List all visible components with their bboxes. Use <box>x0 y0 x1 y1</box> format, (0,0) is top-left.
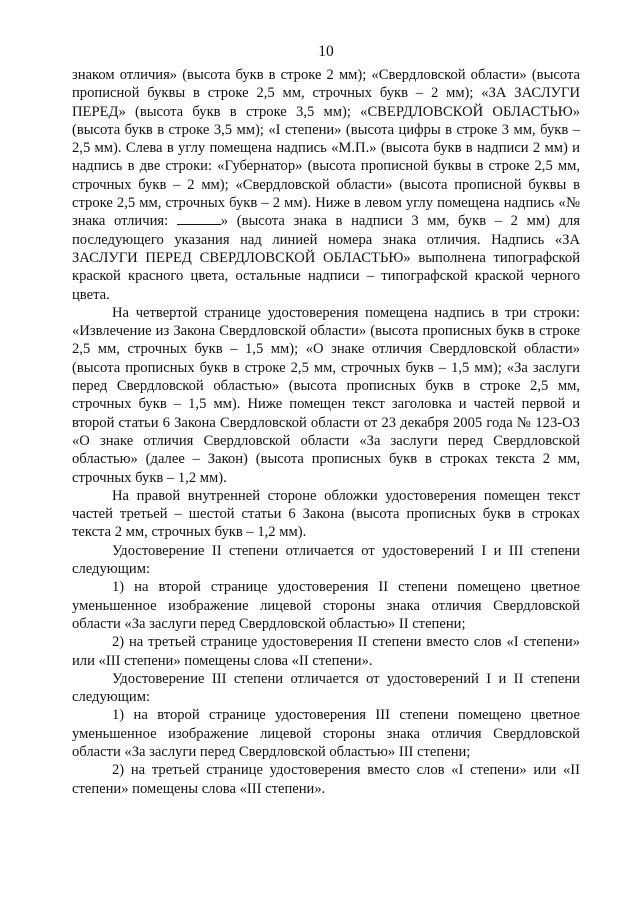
page-number: 10 <box>318 43 334 60</box>
paragraph-degree-2-item-1: 1) на второй странице удостоверения II степени помещено цветное уменьшенное изображение лицевой стороны знака отличия Свердловской области «За заслуги перед Свердловской областью» II степени; <box>72 579 580 632</box>
paragraph-degree-3-item-2: 2) на третьей странице удостоверения вместо слов «I степени» или «II степени» помещены слова «III степени». <box>72 762 580 797</box>
paragraph-text: знаком отличия» (высота букв в строке 2 мм); «Свердловской области» (высота прописной буквы в строке 2,5 мм, строчных букв – 2 мм); «ЗА ЗАСЛУГИ ПЕРЕД» (высота букв в строке 3,5 мм); «СВЕРДЛОВСКОЙ ОБЛАСТЬЮ» (высота букв в строке 3,5 мм); «I степени» (высота цифры в строке 3 мм, букв – 2,5 мм). Слева в углу помещена надпись «М.П.» (высота букв в надписи 2 мм) и надпись в две строки: «Губернатор» (высота прописной буквы в строке 2,5 мм, строчных букв – 2 мм); «Свердловской области» (высота прописной буквы в строке 2,5 мм, строчных букв – 2 мм). Ниже в левом углу помещена надпись «№ знака отличия: <box>72 67 580 230</box>
paragraph-badge-inscriptions <box>72 66 580 304</box>
paragraph-degree-2-item-2: 2) на третьей странице удостоверения II степени вместо слов «I степени» или «III степени» помещены слова «II степени». <box>72 634 580 669</box>
paragraph-inner-cover: На правой внутренней стороне обложки удостоверения помещен текст частей третьей – шестой статьи 6 Закона (высота прописных букв в строках текста 2 мм, строчных букв – 1,2 мм). <box>72 487 580 541</box>
paragraph-text: » (высота знака в надписи 3 мм, букв – 2 мм) для последующего указания над линией номера знака отличия. Надпись «ЗА ЗАСЛУГИ ПЕРЕД СВЕРДЛОВСКОЙ ОБЛАСТЬЮ» выполнена типографской краской красного цвета, остальные надписи – типографской краской черного цвета. <box>72 213 580 303</box>
paragraph-fourth-page: На четвертой странице удостоверения помещена надпись в три строки: «Извлечение из Закона Свердловской области» (высота прописных букв в строке 2,5 мм, строчных букв – 1,5 мм); «О знаке отличия Свердловской области» (высота прописных букв в строке 2,5 мм, строчных букв – 1,5 мм); «За заслуги перед Свердловской областью» (высота прописных букв в строке 2,5 мм, строчных букв – 1,5 мм). Ниже помещен текст заголовка и частей первой и второй статьи 6 Закона Свердловской области от 23 декабря 2005 года № 123-ОЗ «О знаке отличия Свердловской области «За заслуги перед Свердловской областью» (далее – Закон) (высота прописных букв в строках текста 2 мм, строчных букв – 1,2 мм). <box>72 304 580 486</box>
paragraph-degree-2-intro: Удостоверение II степени отличается от удостоверений I и III степени следующим: <box>72 542 580 578</box>
paragraph-degree-3-intro: Удостоверение III степени отличается от удостоверений I и II степени следующим: <box>72 670 580 706</box>
paragraph-degree-3-item-1: 1) на второй странице удостоверения III степени помещено цветное уменьшенное изображение лицевой стороны знака отличия Свердловской области «За заслуги перед Свердловской областью» III степени; <box>72 707 580 760</box>
number-blank-line <box>177 212 221 225</box>
